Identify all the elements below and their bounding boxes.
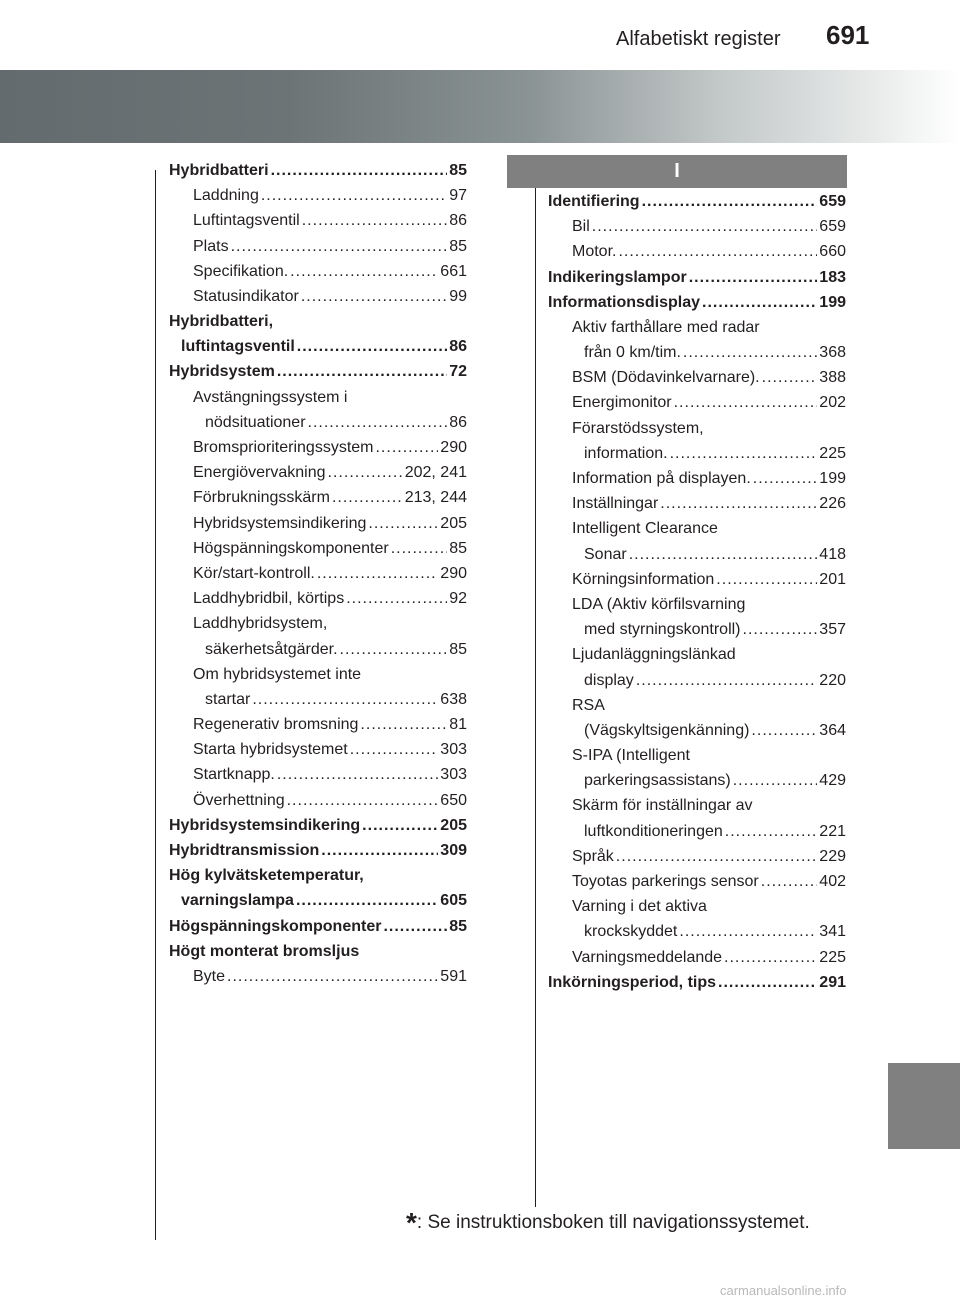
leader-dots — [275, 359, 447, 384]
index-entry-text: Sonar — [584, 545, 627, 563]
index-entry — [548, 693, 846, 718]
index-entry-page: 201 — [819, 570, 846, 588]
index-entry-page: 85 — [449, 161, 467, 179]
index-entry-page: 341 — [819, 923, 846, 941]
index-entry — [169, 360, 467, 385]
index-entry-text: Statusindikator — [193, 287, 299, 305]
index-entry — [548, 970, 846, 995]
index-entry-text: startar — [205, 690, 251, 708]
index-entry — [169, 813, 467, 838]
leader-dots — [627, 542, 818, 567]
index-entry-page: 357 — [819, 621, 846, 639]
index-entry-page: 199 — [819, 470, 846, 488]
leader-dots — [225, 964, 438, 989]
index-entry-text: Kör/start-kontroll. — [193, 564, 315, 582]
thumb-index-tab — [888, 1063, 960, 1149]
index-entry — [169, 183, 467, 208]
index-entry-page: 85 — [449, 237, 467, 255]
index-entry-page: 183 — [819, 268, 846, 286]
leader-dots — [616, 239, 817, 264]
index-entry-page: 661 — [440, 262, 467, 280]
index-entry — [548, 189, 846, 214]
index-entry — [169, 511, 467, 536]
leader-dots — [285, 788, 439, 813]
index-entry — [169, 410, 467, 435]
index-entry-page: 291 — [819, 973, 846, 991]
index-entry-page: 202, 241 — [404, 464, 467, 482]
index-entry — [548, 869, 846, 894]
leader-dots — [760, 365, 818, 390]
index-entry-text: Regenerativ bromsning — [193, 716, 359, 734]
index-entry-text: varningslampa — [181, 892, 294, 910]
index-entry — [548, 894, 846, 919]
index-entry — [548, 441, 846, 466]
leader-dots — [294, 888, 438, 913]
index-entry-page: 638 — [440, 690, 467, 708]
index-entry-text: RSA — [572, 696, 605, 714]
index-entry-text: Hybridsystem — [169, 363, 275, 381]
leader-dots — [640, 189, 818, 214]
index-entry-page: 221 — [819, 822, 846, 840]
leader-dots — [299, 284, 447, 309]
leader-dots — [714, 567, 817, 592]
index-entry-text: säkerhetsåtgärder. — [205, 640, 338, 658]
index-entry — [169, 259, 467, 284]
index-entry — [169, 964, 467, 989]
index-entry — [169, 435, 467, 460]
header-title: Alfabetiskt register — [616, 28, 781, 50]
leader-dots — [687, 265, 818, 290]
index-entry — [548, 239, 846, 264]
leader-dots — [658, 491, 817, 516]
leader-dots — [677, 919, 817, 944]
index-entry-page: 226 — [819, 495, 846, 513]
index-entry-text: Bil — [572, 218, 590, 236]
index-entry — [169, 763, 467, 788]
index-entry-text: Informationsdisplay — [548, 293, 701, 311]
index-entry — [548, 919, 846, 944]
index-entry — [548, 668, 846, 693]
leader-dots — [229, 234, 448, 259]
index-entry-text: Körningsinformation — [572, 570, 715, 588]
index-entry-text: Förarstödssystem, — [572, 419, 704, 437]
index-entry-text: Högspänningskomponenter — [193, 539, 389, 557]
leader-dots — [306, 410, 448, 435]
right-index-column — [548, 189, 846, 995]
index-entry-text: Hybridbatteri, — [169, 313, 274, 331]
index-entry — [548, 567, 846, 592]
index-entry-text: Laddning — [193, 187, 259, 205]
index-entry-text: Laddhybridsystem, — [193, 615, 328, 633]
leader-dots — [681, 340, 817, 365]
middle-column-rule — [535, 170, 536, 1207]
index-entry-page: 86 — [449, 338, 467, 356]
index-entry-page: 388 — [819, 369, 846, 387]
index-entry — [169, 611, 467, 636]
index-entry-text: S-IPA (Intelligent — [572, 747, 690, 765]
index-entry-text: Intelligent Clearance — [572, 520, 718, 538]
index-entry-text: Ljudanläggningslänkad — [572, 646, 736, 664]
leader-dots — [700, 290, 817, 315]
index-entry — [548, 743, 846, 768]
footnote-star: * — [406, 1207, 417, 1238]
index-entry — [169, 586, 467, 611]
leader-dots — [358, 712, 447, 737]
index-entry-page: 81 — [449, 716, 467, 734]
index-entry-text: Startknapp. — [193, 766, 275, 784]
index-entry-page: 72 — [449, 363, 467, 381]
index-entry-page: 605 — [440, 892, 467, 910]
index-entry-text: display — [584, 671, 634, 689]
index-entry-page: 429 — [819, 772, 846, 790]
index-entry — [169, 637, 467, 662]
index-entry-text: nödsituationer — [205, 413, 306, 431]
leader-dots — [250, 687, 438, 712]
index-entry — [548, 819, 846, 844]
index-entry — [169, 737, 467, 762]
index-entry — [548, 718, 846, 743]
index-entry — [548, 768, 846, 793]
leader-dots — [373, 435, 438, 460]
leader-dots — [716, 970, 817, 995]
leader-dots — [330, 485, 403, 510]
watermark: carmanualsonline.info — [720, 1283, 847, 1298]
index-entry — [548, 844, 846, 869]
index-entry — [548, 592, 846, 617]
index-entry-text: Bromsprioriteringssystem — [193, 439, 374, 457]
index-entry-text: Aktiv farthållare med radar — [572, 318, 760, 336]
index-entry-page: 659 — [819, 218, 846, 236]
footnote-text: : Se instruktionsboken till navigationssystemet. — [416, 1212, 810, 1233]
index-entry-text: Hybridtransmission — [169, 842, 320, 860]
leader-dots — [288, 259, 438, 284]
index-entry — [169, 687, 467, 712]
index-entry — [548, 945, 846, 970]
index-entry — [169, 888, 467, 913]
index-entry-page: 205 — [440, 816, 467, 834]
leader-dots — [389, 536, 448, 561]
index-entry-page: 418 — [819, 545, 846, 563]
index-entry-text: Hybridsystemsindikering — [193, 514, 367, 532]
leader-dots — [614, 844, 818, 869]
index-entry — [169, 914, 467, 939]
index-entry-page: 368 — [819, 344, 846, 362]
index-entry-page: 402 — [819, 873, 846, 891]
index-entry-text: Laddhybridbil, körtips — [193, 590, 345, 608]
section-letter-bar: I — [507, 155, 847, 188]
index-entry-page: 199 — [819, 293, 846, 311]
leader-dots — [319, 838, 438, 863]
index-entry-text: Hög kylvätsketemperatur, — [169, 867, 364, 885]
leader-dots — [590, 214, 818, 239]
index-entry-text: Byte — [193, 967, 226, 985]
index-entry-page: 660 — [819, 243, 846, 261]
index-entry-page: 205 — [440, 514, 467, 532]
leader-dots — [759, 869, 818, 894]
index-entry-page: 364 — [819, 721, 846, 739]
index-entry-page: 86 — [449, 212, 467, 230]
index-entry — [169, 158, 467, 183]
leader-dots — [295, 334, 447, 359]
index-entry — [548, 391, 846, 416]
index-entry-text: Överhettning — [193, 791, 285, 809]
index-entry-text: Varningsmeddelande — [572, 948, 723, 966]
index-entry-page: 303 — [440, 766, 467, 784]
left-column-rule — [155, 170, 156, 1240]
index-entry — [548, 466, 846, 491]
index-entry-text: BSM (Dödavinkelvarnare). — [572, 369, 760, 387]
index-entry — [548, 290, 846, 315]
index-entry-text: Skärm för inställningar av — [572, 797, 753, 815]
index-entry — [169, 662, 467, 687]
header-banner — [0, 70, 960, 143]
index-entry — [548, 315, 846, 340]
index-entry-page: 92 — [449, 590, 467, 608]
index-entry-text: Hybridbatteri — [169, 161, 269, 179]
index-entry-text: luftintagsventil — [181, 338, 295, 356]
leader-dots — [634, 668, 817, 693]
index-entry-text: Energimonitor — [572, 394, 672, 412]
index-entry — [548, 416, 846, 441]
index-entry-page: 97 — [449, 187, 467, 205]
index-entry — [169, 460, 467, 485]
index-entry — [169, 536, 467, 561]
index-entry-text: från 0 km/tim. — [584, 344, 681, 362]
leader-dots — [259, 183, 447, 208]
index-entry-text: Luftintagsventil — [193, 212, 300, 230]
index-entry-text: krockskyddet — [584, 923, 678, 941]
index-entry-page: 86 — [449, 413, 467, 431]
index-entry-text: Förbrukningsskärm — [193, 489, 330, 507]
index-entry-text: Språk — [572, 847, 614, 865]
index-entry-text: Högspänningskomponenter — [169, 917, 382, 935]
index-entry — [169, 485, 467, 510]
index-entry-page: 202 — [819, 394, 846, 412]
leader-dots — [344, 586, 447, 611]
index-entry-text: Identifiering — [548, 192, 640, 210]
index-entry — [169, 309, 467, 334]
index-entry — [169, 561, 467, 586]
index-entry-text: parkeringsassistans) — [584, 772, 731, 790]
index-entry-page: 591 — [440, 967, 467, 985]
index-entry — [169, 284, 467, 309]
index-entry — [548, 340, 846, 365]
index-entry-text: Varning i det aktiva — [572, 898, 707, 916]
leader-dots — [722, 945, 817, 970]
footnote — [406, 1207, 810, 1239]
index-entry — [548, 617, 846, 642]
index-entry-page: 220 — [819, 671, 846, 689]
index-entry-text: (Vägskyltsigenkänning) — [584, 721, 750, 739]
index-entry — [548, 542, 846, 567]
index-entry-text: luftkonditioneringen — [584, 822, 723, 840]
index-entry — [548, 265, 846, 290]
index-entry-text: Energiövervakning — [193, 464, 326, 482]
index-entry — [169, 712, 467, 737]
index-entry-text: Toyotas parkerings sensor — [572, 873, 759, 891]
leader-dots — [749, 718, 817, 743]
leader-dots — [275, 762, 438, 787]
leader-dots — [381, 914, 447, 939]
index-entry-text: Högt monterat bromsljus — [169, 942, 360, 960]
index-entry — [169, 385, 467, 410]
leader-dots — [338, 637, 448, 662]
index-entry-text: Plats — [193, 237, 229, 255]
leader-dots — [366, 511, 438, 536]
index-entry-page: 213, 244 — [404, 489, 467, 507]
index-entry — [548, 214, 846, 239]
index-entry-page: 85 — [449, 539, 467, 557]
index-entry — [169, 838, 467, 863]
index-entry — [548, 516, 846, 541]
index-entry — [169, 208, 467, 233]
left-index-column — [169, 158, 467, 989]
index-entry-text: Om hybridsystemet inte — [193, 665, 362, 683]
index-entry-text: med styrningskontroll) — [584, 621, 741, 639]
index-entry-text: Information på displayen. — [572, 470, 751, 488]
index-entry-page: 229 — [819, 847, 846, 865]
index-entry-page: 290 — [440, 564, 467, 582]
index-entry-text: Starta hybridsystemet — [193, 741, 348, 759]
index-entry-text: LDA (Aktiv körfilsvarning — [572, 595, 746, 613]
index-entry-text: Motor. — [572, 243, 617, 261]
leader-dots — [741, 617, 818, 642]
index-entry — [169, 939, 467, 964]
index-entry-text: Indikeringslampor — [548, 268, 687, 286]
index-entry — [169, 788, 467, 813]
leader-dots — [668, 441, 818, 466]
leader-dots — [723, 819, 818, 844]
index-entry-page: 303 — [440, 741, 467, 759]
index-entry — [548, 491, 846, 516]
index-entry-text: Inkörningsperiod, tips — [548, 973, 717, 991]
index-entry — [548, 365, 846, 390]
index-entry-text: Hybridsystemsindikering — [169, 816, 361, 834]
index-entry — [548, 642, 846, 667]
leader-dots — [672, 390, 818, 415]
index-entry — [548, 794, 846, 819]
index-entry-text: Inställningar — [572, 495, 659, 513]
leader-dots — [348, 737, 439, 762]
index-entry — [169, 234, 467, 259]
leader-dots — [269, 158, 448, 183]
index-entry-page: 225 — [819, 948, 846, 966]
index-entry-page: 225 — [819, 444, 846, 462]
index-entry-text: Specifikation. — [193, 262, 289, 280]
index-entry-page: 309 — [440, 842, 467, 860]
index-entry-page: 85 — [449, 917, 467, 935]
index-entry — [169, 863, 467, 888]
index-entry-page: 650 — [440, 791, 467, 809]
index-entry-page: 99 — [449, 287, 467, 305]
page-number: 691 — [826, 20, 870, 50]
leader-dots — [360, 813, 438, 838]
leader-dots — [326, 460, 403, 485]
index-entry-text: Avstängningssystem i — [193, 388, 348, 406]
leader-dots — [300, 208, 447, 233]
leader-dots — [315, 561, 438, 586]
leader-dots — [731, 768, 818, 793]
index-entry-page: 659 — [819, 192, 846, 210]
leader-dots — [751, 466, 818, 491]
index-entry-page: 85 — [449, 640, 467, 658]
index-entry-page: 290 — [440, 439, 467, 457]
index-entry — [169, 334, 467, 359]
index-entry-text: information. — [584, 444, 668, 462]
